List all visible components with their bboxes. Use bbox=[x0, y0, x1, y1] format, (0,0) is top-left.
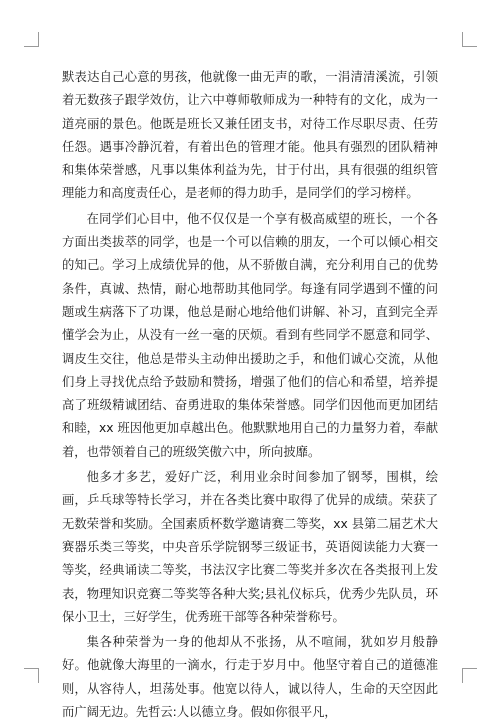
paragraph-3: 他多才多艺，爱好广泛，利用业余时间参加了钢琴，围棋，绘画，乒乓球等特长学习，并在各类比赛中取得了优异的成绩。荣获了无数荣誉和奖励。全国素质杯数学邀请赛二等奖，xx 县第二届艺术大赛器乐类三等奖，中央音乐学院钢琴三级证书，英语阅读能力大赛一等奖，经典诵读二等奖，书法汉字比赛二等奖并多次在各类报刊上发表，物理知识竞赛二等奖等各种大奖;县礼仪标兵，优秀少先队员，环保小卫士，三好学生，优秀班干部等各种荣誉称号。 bbox=[62, 470, 438, 624]
crop-mark-top-left bbox=[24, 32, 39, 47]
paragraph-1: 默表达自己心意的男孩，他就像一曲无声的歌，一涓清清溪流，引领着无数孩子跟学效仿，让六中尊师敬师成为一种特有的文化，成为一道亮丽的景色。他既是班长又兼任团支书，对待工作尽职尽责、任劳任怨。遇事冷静沉着，有着出色的管理才能。他具有强烈的团队精神和集体荣誉感，凡事以集体利益为先，甘于付出，具有很强的组织管理能力和高度责任心，是老师的得力助手，是同学们的学习榜样。 bbox=[62, 70, 438, 201]
document-body bbox=[62, 66, 438, 724]
crop-mark-top-right bbox=[462, 32, 477, 47]
paragraph-4: 集各种荣誉为一身的他却从不张扬，从不喧闹，犹如岁月般静好。他就像大海里的一滴水，行走于岁月中。他坚守着自己的道德准则，从容待人，坦荡处事。他宽以待人，诚以待人，生命的天空因此而广阔无边。先哲云:人以德立身。假如你很平凡， bbox=[62, 635, 438, 720]
crop-mark-bottom-right bbox=[462, 668, 477, 683]
crop-mark-bottom-left bbox=[24, 668, 39, 683]
paragraph-2: 在同学们心目中，他不仅仅是一个享有极高威望的班长，一个各方面出类拔萃的同学，也是一个可以信赖的朋友，一个可以倾心相交的知己。学习上成绩优异的他，从不骄傲自满，充分利用自己的优势条件，真诚、热情，耐心地帮助其他同学。每逢有同学遇到不懂的问题或生病落下了功课，他总是耐心地给他们讲解、补习，直到完全弄懂学会为止，从没有一丝一毫的厌烦。看到有些同学不愿意和同学、调皮生交往，他总是带头主动伸出援助之手，和他们诚心交流，从他们身上寻找优点给予鼓励和赞扬，增强了他们的信心和希望，培养提高了班级精诚团结、奋勇进取的集体荣誉感。同学们因他而更加团结和睦，xx 班因他更加卓越出色。他默默地用自己的力量努力着，奉献着，也带领着自己的班级笑傲六中，所向披靡。 bbox=[62, 211, 438, 459]
